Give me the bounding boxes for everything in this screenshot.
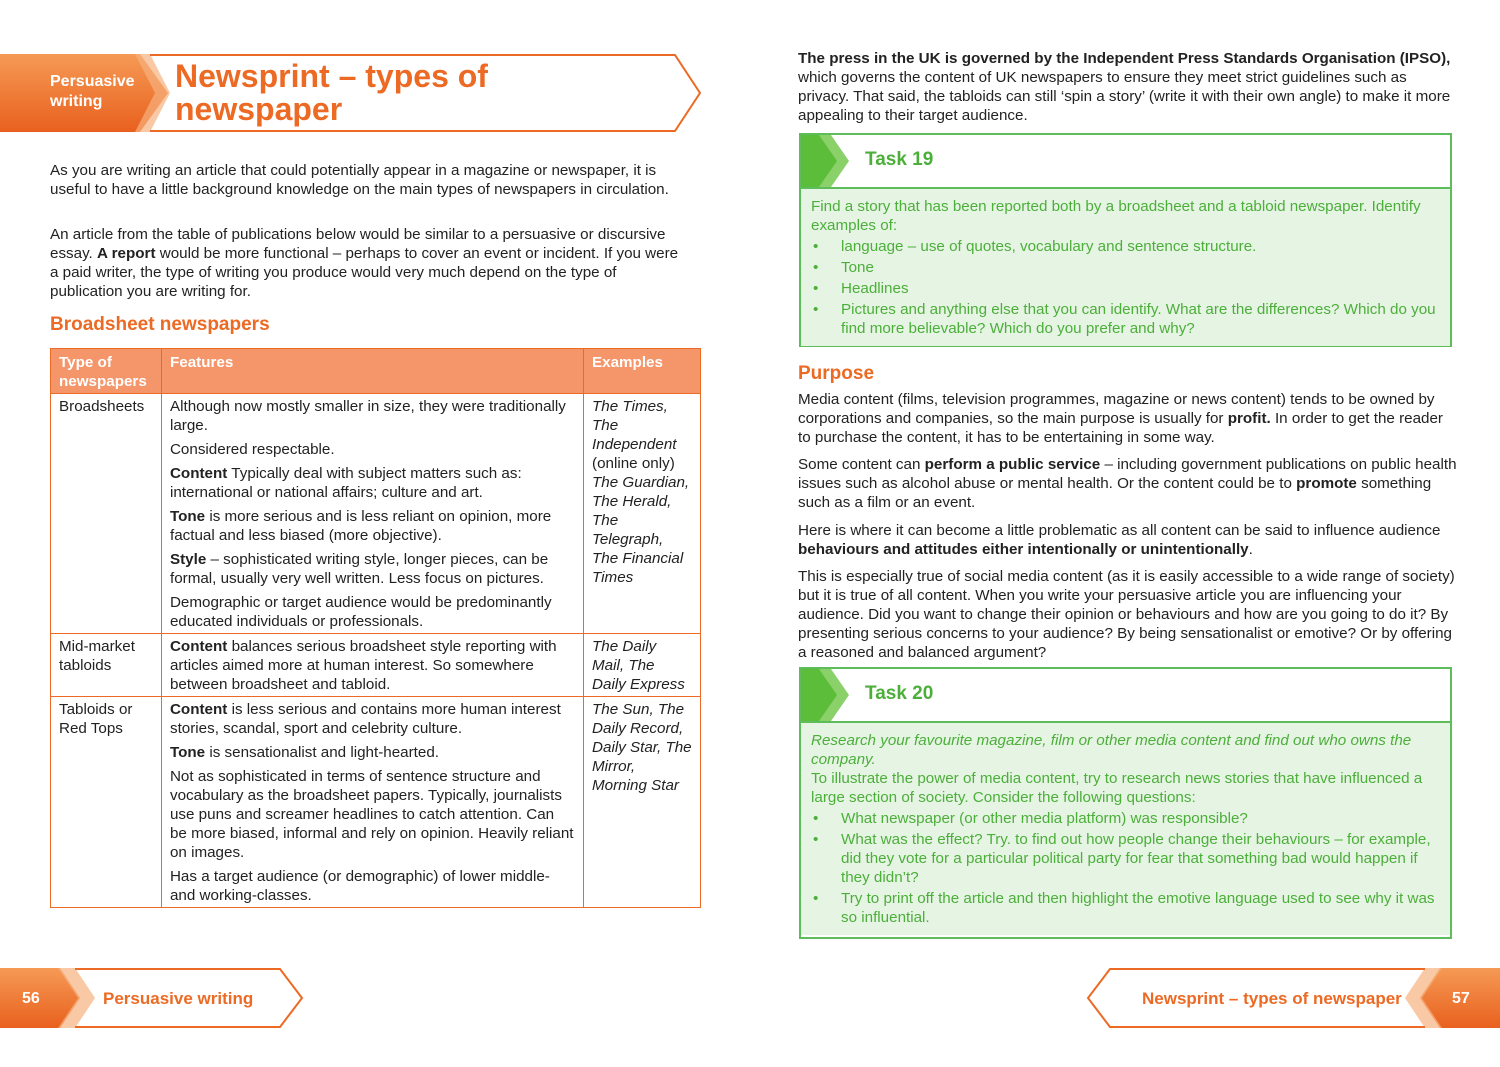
intro-paragraph-2: An article from the table of publications below would be similar to a persuasive or discursive essay. A report would be more functional – perhaps to cover an event or incident. If you were a paid writer, the type of writing you produce would very much depend on the type of publication you are writing for. — [50, 226, 679, 300]
task-body: Research your favourite magazine, film or other media content and find out who owns the company. To illustrate the power of media content, try to research news stories that have influenced a large section of society. Consider the following questions: • What newspaper (or other media platform) was responsible? • What was the effect? Try. to find out how people change their behaviours – for example, did they vote for a particular political party for fear that something bad would happen if they didn’t? • Try to print off the article and then highlight the emotive language used to see why it was so influential. — [801, 723, 1450, 935]
column-header: Features — [161, 349, 583, 394]
ipso-paragraph: The press in the UK is governed by the Independent Press Standards Organisation (IPSO), which governs the content of UK newspapers to ensure they meet strict guidelines such as privacy. That said, the tabloids can still ‘spin a story’ (write it with their own angle) to make it more appealing to their target audience. — [798, 50, 1451, 124]
column-header: Examples — [584, 349, 701, 394]
features-cell: Although now mostly smaller in size, they were traditionally large. Considered respectable. Content Typically deal with subject matters such as: international or national affairs; culture and art. Tone is more serious and is less reliant on opinion, more factual and less biased (more objective). Style – sophisticated writing style, longer pieces, can be formal, usually very well written. Less focus on pictures. Demographic or target audience would be predominantly educated individuals or professionals. — [161, 394, 583, 634]
features-cell: Content balances serious broadsheet style reporting with articles aimed more at human interest. So somewhere between broadsheet and tabloid. — [161, 634, 583, 697]
task-chevron-icon — [801, 669, 856, 721]
task-list — [811, 237, 1440, 338]
task-list — [811, 809, 1440, 927]
type-cell: Broadsheets — [51, 394, 162, 634]
type-cell: Tabloids or Red Tops — [51, 697, 162, 908]
task-header — [801, 669, 1450, 723]
intro-paragraph-1: As you are writing an article that could potentially appear in a magazine or newspaper, it is useful to have a little background knowledge on the main types of newspapers in circulation. — [50, 162, 669, 198]
task-chevron-icon — [801, 135, 856, 187]
type-cell: Mid-market tabloids — [51, 634, 162, 697]
section-heading-purpose: Purpose — [798, 363, 875, 384]
list-item: • What was the effect? Try. to find out how people change their behaviours – for example, did they vote for a particular political party for fear that something bad would happen if they didn’t? — [811, 830, 1440, 887]
table-row — [51, 697, 701, 908]
task-19-box — [799, 133, 1452, 347]
task-header — [801, 135, 1450, 189]
task-title: Task 20 — [865, 683, 934, 704]
list-item: • language – use of quotes, vocabulary and sentence structure. — [811, 237, 1440, 256]
task-20-box — [799, 667, 1452, 939]
purpose-paragraph-1: Media content (films, television programmes, magazine or news content) tends to be owned by corporations and companies, so the main purpose is usually for profit. In order to get the reader to purchase the content, it has to be entertaining in some way. — [798, 391, 1443, 446]
purpose-paragraph-4: This is especially true of social media content (as it is easily accessible to a wide range of society) but it is true of all content. When you write your persuasive article you are influencing your audience. Did you want to change their opinion or behaviours and how are you going to do it? By presenting serious concerns to your audience? By being sensationalist or emotive? Or by offering a reasoned and balanced argument? — [798, 568, 1455, 661]
purpose-paragraph-3: Here is where it can become a little problematic as all content can be said to influence audience behaviours and attitudes either intentionally or unintentionally. — [798, 522, 1441, 558]
section-heading-broadsheet: Broadsheet newspapers — [50, 314, 270, 335]
chapter-tab-label: Persuasive writing — [50, 73, 135, 110]
features-cell: Content is less serious and contains more human interest stories, scandal, sport and celebrity culture. Tone is sensationalist and light-hearted. Not as sophisticated in terms of sentence structure and vocabulary as the broadsheet papers. Typically, journalists use puns and screamer headlines to catch attention. Can be more biased, informal and rely on opinion. Heavily reliant on images. Has a target audience (or demographic) of lower middle- and working-classes. — [161, 697, 583, 908]
footer-right-label: Newsprint – types of newspaper — [1142, 989, 1402, 1008]
table-header-row — [51, 349, 701, 394]
examples-cell: The Daily Mail, The Daily Express — [584, 634, 701, 697]
page-title: Newsprint – types of newspaper — [175, 58, 488, 127]
page-number-left: 56 — [22, 990, 40, 1007]
list-item: • Try to print off the article and then highlight the emotive language used to see why it was so influential. — [811, 889, 1440, 927]
page-number-right: 57 — [1452, 990, 1470, 1007]
list-item: • What newspaper (or other media platform) was responsible? — [811, 809, 1440, 828]
task-title: Task 19 — [865, 149, 934, 170]
list-item: • Tone — [811, 258, 1440, 277]
task-body: Find a story that has been reported both by a broadsheet and a tabloid newspaper. Identify examples of: • language – use of quotes, vocabulary and sentence structure. • Tone • Headlines • Pictures and anything else that you can identify. What are the differences? Which do you find more believable? Which do you prefer and why? — [801, 189, 1450, 346]
table-row — [51, 634, 701, 697]
table-row — [51, 394, 701, 634]
list-item: • Headlines — [811, 279, 1440, 298]
examples-cell: The Times, The Independent (online only) The Guardian, The Herald, The Telegraph, The Financial Times — [584, 394, 701, 634]
footer-left-label: Persuasive writing — [103, 989, 254, 1008]
column-header: Type of newspapers — [51, 349, 162, 394]
examples-cell: The Sun, The Daily Record, Daily Star, The Mirror, Morning Star — [584, 697, 701, 908]
newspaper-types-table — [50, 348, 701, 908]
list-item: • Pictures and anything else that you can identify. What are the differences? Which do you find more believable? Which do you prefer and why? — [811, 300, 1440, 338]
purpose-paragraph-2: Some content can perform a public service – including government publications on public health issues such as alcohol abuse or mental health. Or the content could be to promote something such as a film or an event. — [798, 456, 1457, 511]
